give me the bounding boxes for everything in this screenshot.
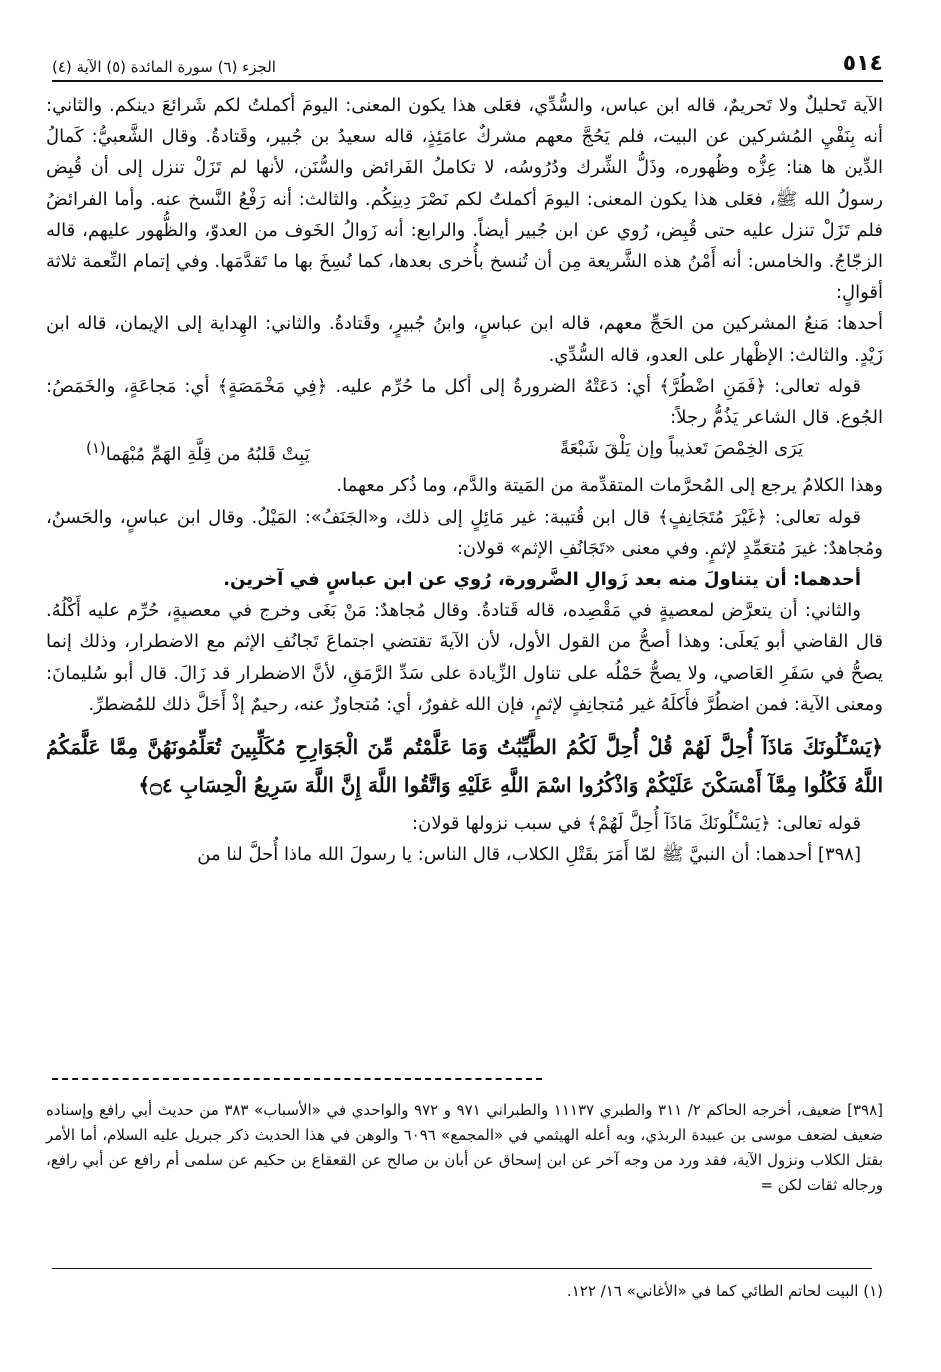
footnote-divider bbox=[52, 1078, 542, 1080]
header-rule bbox=[52, 80, 883, 82]
paragraph-3: قوله تعالى: ﴿فَمَنِ اضْطُرَّ﴾ أي: دَعَتْهُ الضرورةُ إلى أكل ما حُرِّم عليه. ﴿فِي مَخْمَصَةٍ﴾ أي: مَجاعَةٍ، والخَمَصُ: الجُوع. قال الشاعر يَذُمُّ رجلاً: bbox=[46, 375, 883, 429]
page-header bbox=[52, 40, 883, 76]
paragraph-7: والثاني: أن يتعرَّض لمعصيةٍ في مَقْصِده، قاله قَتادةُ. وقال مُجاهدٌ: مَنْ بَغَى وخرج في معصيةٍ، حُرِّم عليه أَكْلُهُ. قال القاضي أبو يَعلَى: وهذا أصحُّ من القول الأول، لأن الآيةَ تقتضي اجتماعَ تَجانُفِ الإثم مع الاضطرار، وذلك إنما يصحُّ في سَفَرِ العَاصي، ولا يصحُّ حَمْلُه على تناول الزِّيادة على سَدِّ الرَّمَقِ، لأنَّ الاضطرار قد زَالَ. قال أبو سُليمانَ: ومعنى الآية: فمن اضطُرَّ فأَكلَهُ غير مُتجانِفٍ لإثمٍ، فإن الله غفورٌ، أي: مُتجاوزٌ عنه، رحيمٌ إذْ أَحَلَّ ذلك للمُضطرِّ. bbox=[46, 600, 883, 715]
poem-hemistich-2: يَبِتْ قَلبُهُ من قِلَّةِ الهَمِّ مُبْهَما bbox=[105, 444, 310, 466]
paragraph-9: [٣٩٨] أحدهما: أن النبيَّ ﷺ لمّا أَمَرَ بقَتْلِ الكلاب، قال الناس: يا رسولَ الله ماذا أُحلَّ لنا من bbox=[197, 844, 861, 866]
poem-verse bbox=[46, 433, 883, 470]
paragraph-5: قوله تعالى: ﴿غَيْرَ مُتَجَانِفٍ﴾ قال ابن قُتيبة: غير مَائِلٍ إلى ذلك، و«الجَنَفُ»: المَيْلُ. وقال ابن عباسٍ، والحَسنُ، ومُجاهدٌ: غيرَ مُتعَمِّدٍ لإثمٍ. وفي معنى «تَجَانُفِ الإثم» قولان: bbox=[46, 506, 883, 559]
running-title: الجزء (٦) سورة المائدة (٥) الآية (٤) bbox=[52, 58, 276, 76]
quran-verse: ﴿يَسْـَٔلُونَكَ مَاذَآ أُحِلَّ لَهُمْ قُلْ أُحِلَّ لَكُمُ الطَّيِّبَٰتُ وَمَا عَلَّمْتُم مِّنَ الْجَوَارِحِ مُكَلِّبِينَ تُعَلِّمُونَهُنَّ مِمَّا عَلَّمَكُمُ اللَّهُ فَكُلُوا مِمَّآ أَمْسَكْنَ عَلَيْكُمْ وَاذْكُرُوا اسْمَ اللَّهِ عَلَيْهِ وَاتَّقُوا اللَّهَ إِنَّ اللَّهَ سَرِيعُ الْحِسَابِ ۝٤﴾ bbox=[46, 735, 883, 798]
paragraph-8: قوله تعالى: ﴿يَسْـَٔلُونَكَ مَاذَآ أُحِلَّ لَهُمْ﴾ في سبب نزولها قولان: bbox=[412, 813, 861, 835]
poem-hemistich-1: يَرَى الخِمْصَ تَعذيباً وإن يَلْقَ شَبْعَةً bbox=[559, 438, 803, 460]
poem-hemistich-2-wrap bbox=[86, 433, 310, 470]
page-number: ٥١٤ bbox=[842, 51, 883, 76]
footnote-1: (١) البيت لحاتم الطائي كما في «الأغاني» ١٦/ ١٢٢. bbox=[566, 1282, 883, 1300]
footnote-rule bbox=[52, 1268, 872, 1269]
footnote-marker: (١) bbox=[86, 439, 106, 458]
footnote-hadith-398: [٣٩٨] ضعيف، أخرجه الحاكم ٢/ ٣١١ والطبري ١١١٣٧ والطبراني ٩٧١ و ٩٧٢ والواحدي في «الأسباب» ٣٨٣ من حديث أبي رافع وإسناده ضعيف لضعف موسى بن عبيدة الربذي، وبه أعله الهيثمي في «المجمع» ٦٠٩٦ والوهن في هذا الحديث ذكر جبريل عليه السلام، أما الأمر بقتل الكلاب ونزول الآية، فقد ورد من وجه آخر عن ابن إسحاق عن أبان بن صالح عن القعقاع بن حكيم عن سلمى أم رافع عن أبي رافع، ورجاله ثقات لكن = bbox=[46, 1101, 883, 1194]
main-text bbox=[46, 90, 883, 870]
paragraph-1: الآية تَحليلٌ ولا تَحريمٌ، قاله ابن عباس، والسُّدِّي، فعَلى هذا يكون المعنى: اليومَ أكملتُ لكم شَرائعَ دينكم. والثاني: أنه بِنَفْيِ المُشركين عن البيت، فلم يَحُجَّ معهم مشركٌ عامَئِذٍ، قاله سعيدُ بن جُبير، وقَتادةُ. وقال الشَّعبيُّ: كَمالُ الدِّين ها هنا: عِزُّه وظُهوره، وذَلُّ الشِّرك ودُرُوسُه، لا تكاملُ الفَرائض والسُّنَن، لأنها لم تَزَلْ تنزل إلى أن قُبِض رسولُ الله ﷺ، فعَلى هذا يكون المعنى: اليومَ أكملتُ لكم نَصْرَ دِينِكُم. والثالث: أنه رَفْعُ النَّسخ عنه. وأما الفرائضُ فلم تَزَلْ تنزل عليه حتى قُبِض، رُوي عن ابن جُبير أيضاً. والرابع: أنه زَوالُ الخَوف من العدوّ، والظُّهور عليهم، قاله الزجّاجُ. والخامس: أنه أَمْنُ هذه الشَّريعة مِن أن تُنسخ بأُخرى بعدها، كما نُسِخَ بها ما تَقدَّمَها. وفي إتمام النِّعمة ثلاثة أقوالٍ: bbox=[46, 95, 883, 304]
paragraph-4: وهذا الكلامُ يرجع إلى المُحرَّمات المتقدِّمة من المَيتة والدَّم، وما ذُكر معهما. bbox=[336, 475, 883, 497]
paragraph-2: أحدها: مَنعُ المشركين من الحَجِّ معهم، قاله ابن عباسٍ، وابنُ جُبيرٍ، وقَتادةُ. والثاني: الهِداية إلى الإيمان، قاله ابن زَيْدٍ. والثالث: الإظْهار على العدو، قاله السُّدِّي. bbox=[46, 313, 883, 366]
paragraph-6: أحدهما: أن يتناولَ منه بعد زَوالِ الضَّرورة، رُوي عن ابن عباسٍ في آخرين. bbox=[223, 569, 861, 591]
